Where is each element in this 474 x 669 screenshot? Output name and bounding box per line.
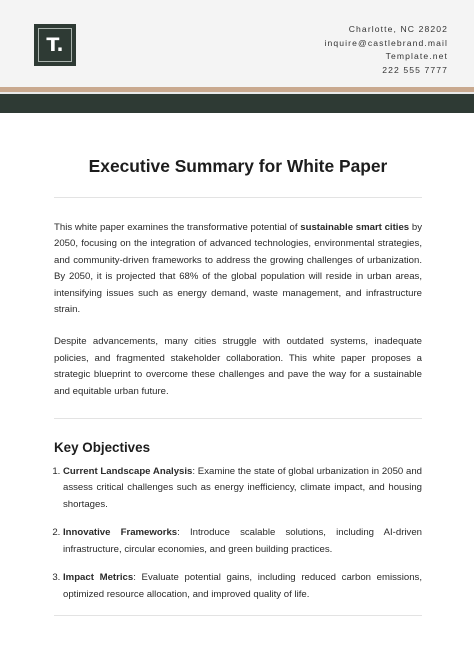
challenge-paragraph: Despite advancements, many cities struggle with outdated systems, inadequate policies, and fragmented stakeholder collaboration. This white paper proposes a strategic blueprint to overcome these challenges and pave the way for a sustainable and equitable urban future. [54, 336, 422, 397]
divider [54, 197, 422, 198]
divider [54, 418, 422, 419]
contact-address: Charlotte, NC 28202 [348, 24, 448, 34]
objective-item [63, 464, 422, 513]
intro-text-end: by 2050, focusing on the integration of advanced technologies, environmental strategies, and community-driven frameworks to address the growing challenges of urbanization. By 2050, it is projected that 68% of the global population will reside in urban areas, intensifying issues such as energy demand, waste management, and infrastructure strain. [54, 222, 422, 316]
objective-item [63, 570, 422, 603]
document-body [54, 113, 422, 616]
objective-text: : Examine the state of global urbanization in 2050 and assess critical challenges such as energy inefficiency, climate impact, and housing shortages. [63, 466, 423, 510]
divider [54, 615, 422, 616]
page-header [0, 0, 474, 87]
intro-highlight: sustainable smart cities [300, 222, 410, 233]
objective-text: : Evaluate potential gains, including reduced carbon emissions, optimized resource allocation, and improved quality of life. [63, 572, 422, 600]
objectives-heading: Key Objectives [54, 440, 151, 456]
objective-term: Current Landscape Analysis [63, 466, 193, 478]
intro-paragraph [54, 220, 422, 318]
objective-term: Impact Metrics [63, 572, 134, 584]
contact-website: Template.net [385, 51, 448, 61]
objective-item [63, 525, 422, 558]
intro-text-start: This white paper examines the transformative potential of [54, 222, 301, 233]
company-logo [34, 24, 76, 66]
logo-mark: T. [38, 28, 72, 62]
objective-text: : Introduce scalable solutions, including AI-driven infrastructure, circular economies, and green building practices. [63, 527, 422, 555]
dark-band [0, 94, 474, 113]
contact-email: inquire@castlebrand.mail [324, 37, 448, 48]
objective-term: Innovative Frameworks [63, 527, 178, 539]
document-title: Executive Summary for White Paper [88, 156, 388, 176]
contact-block [325, 23, 449, 77]
contact-phone: 222 555 7777 [382, 64, 448, 75]
objectives-list [54, 464, 422, 603]
